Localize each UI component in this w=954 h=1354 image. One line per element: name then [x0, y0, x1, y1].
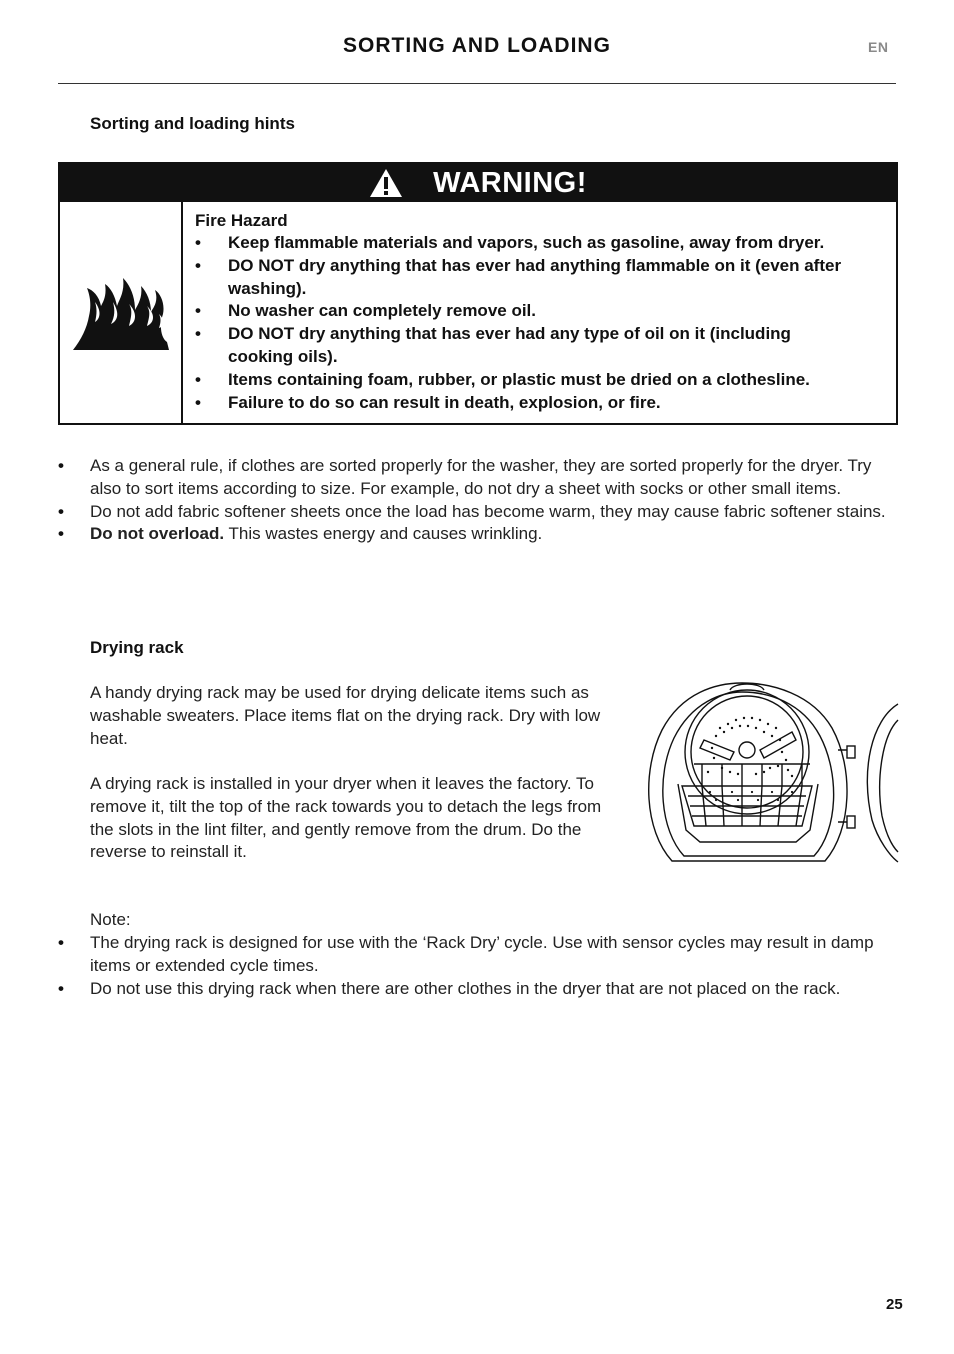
- warning-item: • Items containing foam, rubber, or plastic must be dried on a clothesline.: [195, 369, 896, 392]
- warning-box: [58, 162, 898, 425]
- language-label: EN: [868, 39, 889, 55]
- fire-icon: [71, 268, 171, 358]
- warning-item: • DO NOT dry anything that has ever had anything flammable on it (even after washing).: [195, 255, 896, 301]
- warning-item: • DO NOT dry anything that has ever had any type of oil on it (including cooking oils).: [195, 323, 896, 369]
- drying-rack-paragraph-1: A handy drying rack may be used for drying delicate items such as washable sweaters. Place items flat on the drying rack. Dry with low heat.: [90, 683, 601, 748]
- header-divider: [58, 83, 896, 84]
- warning-item: • No washer can completely remove oil.: [195, 300, 896, 323]
- warning-item: • Failure to do so can result in death, explosion, or fire.: [195, 392, 896, 415]
- drying-rack-paragraph-2: A drying rack is installed in your dryer when it leaves the factory. To remove it, tilt the top of the rack towards you to detach the legs from the slots in the lint filter, and gently remove from the drum. Do the reverse to reinstall it.: [90, 774, 602, 862]
- hazard-title: Fire Hazard: [195, 211, 288, 230]
- list-item-text: This wastes energy and causes wrinkling.: [224, 524, 543, 544]
- warning-banner: [60, 164, 896, 202]
- warning-item: • Keep flammable materials and vapors, such as gasoline, away from dryer.: [195, 232, 896, 255]
- sorting-hints-list: [58, 455, 898, 546]
- warning-icon-cell: [60, 202, 183, 423]
- list-item: [58, 523, 898, 546]
- list-item: • Do not use this drying rack when there are other clothes in the dryer that are not placed on the rack.: [58, 978, 898, 1001]
- drying-rack-heading: Drying rack: [90, 638, 184, 657]
- list-item: • The drying rack is designed for use with the ‘Rack Dry’ cycle. Use with sensor cycles may result in damp items or extended cycle times.: [58, 932, 898, 978]
- warning-text: [183, 202, 896, 423]
- warning-title: WARNING!: [433, 166, 587, 199]
- dryer-rack-illustration: [642, 680, 900, 864]
- page-title: SORTING AND LOADING: [343, 34, 611, 57]
- page-number: 25: [886, 1296, 903, 1313]
- list-item: • Do not add fabric softener sheets once the load has become warm, they may cause fabric softener stains.: [58, 501, 898, 524]
- notes-list: [58, 932, 898, 1000]
- note-label: Note:: [90, 910, 131, 929]
- sorting-hints-heading: Sorting and loading hints: [90, 114, 295, 133]
- warning-body: [60, 202, 896, 423]
- warning-triangle-icon: [369, 168, 403, 198]
- bold-lead: Do not overload.: [90, 524, 225, 544]
- list-item: • As a general rule, if clothes are sorted properly for the washer, they are sorted properly for the dryer. Try also to sort items according to size. For example, do not dry a sheet with socks or other small items.: [58, 455, 898, 501]
- warning-list: [195, 232, 896, 414]
